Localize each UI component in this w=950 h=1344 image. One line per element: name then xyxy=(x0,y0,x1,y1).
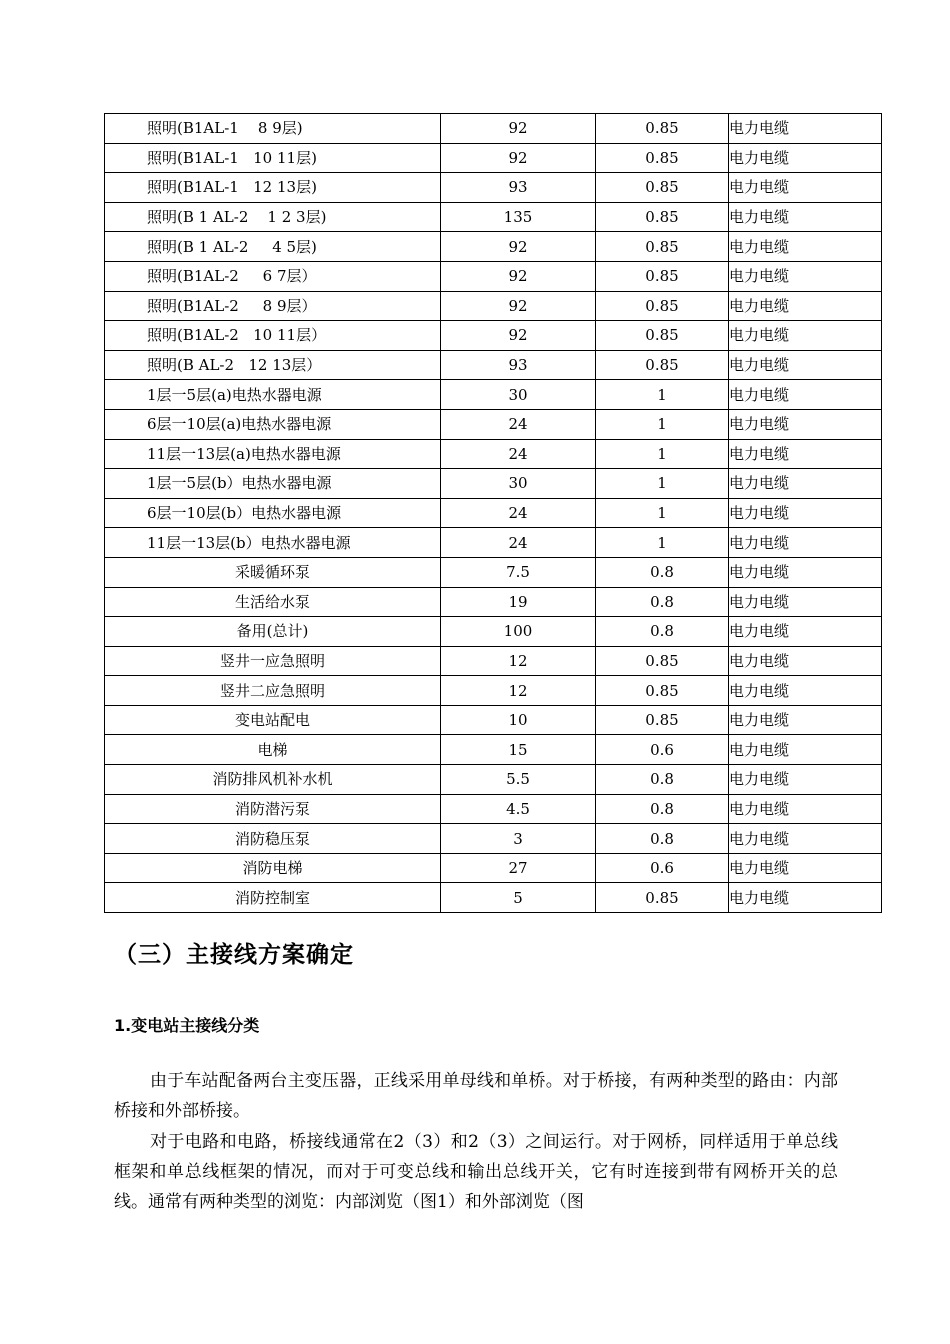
load-name-cell: 消防控制室 xyxy=(105,883,441,913)
power-factor-cell: 0.85 xyxy=(596,143,729,173)
power-factor-cell: 1 xyxy=(596,469,729,499)
load-name-cell: 1层一5层(a)电热水器电源 xyxy=(105,380,441,410)
table-row xyxy=(105,617,882,647)
cable-type-cell: 电力电缆 xyxy=(729,765,882,795)
power-cell: 24 xyxy=(441,528,596,558)
load-name-cell: 备用(总计) xyxy=(105,617,441,647)
load-name-cell: 6层一10层(a)电热水器电源 xyxy=(105,409,441,439)
table-row xyxy=(105,261,882,291)
cable-type-cell: 电力电缆 xyxy=(729,883,882,913)
load-name-cell: 消防稳压泵 xyxy=(105,824,441,854)
cable-type-cell: 电力电缆 xyxy=(729,557,882,587)
load-name-cell: 11层一13层(a)电热水器电源 xyxy=(105,439,441,469)
power-factor-cell: 1 xyxy=(596,439,729,469)
table-row xyxy=(105,114,882,144)
power-factor-cell: 0.85 xyxy=(596,646,729,676)
power-cell: 92 xyxy=(441,291,596,321)
load-name-cell: 照明(B 1 AL-2 4 5层) xyxy=(105,232,441,262)
cable-type-cell: 电力电缆 xyxy=(729,646,882,676)
power-factor-cell: 0.85 xyxy=(596,114,729,144)
table-row xyxy=(105,202,882,232)
cable-type-cell: 电力电缆 xyxy=(729,824,882,854)
section-heading: （三）主接线方案确定 xyxy=(114,942,354,968)
power-factor-cell: 0.8 xyxy=(596,824,729,854)
load-name-cell: 电梯 xyxy=(105,735,441,765)
load-name-cell: 竖井二应急照明 xyxy=(105,676,441,706)
table-row xyxy=(105,143,882,173)
cable-type-cell: 电力电缆 xyxy=(729,321,882,351)
table-row xyxy=(105,232,882,262)
power-cell: 24 xyxy=(441,409,596,439)
power-cell: 12 xyxy=(441,676,596,706)
power-cell: 92 xyxy=(441,261,596,291)
cable-type-cell: 电力电缆 xyxy=(729,173,882,203)
power-factor-cell: 1 xyxy=(596,528,729,558)
table-row xyxy=(105,557,882,587)
power-cell: 24 xyxy=(441,498,596,528)
power-factor-cell: 1 xyxy=(596,498,729,528)
cable-type-cell: 电力电缆 xyxy=(729,528,882,558)
subsection-heading: 1.变电站主接线分类 xyxy=(114,1016,260,1035)
power-factor-cell: 1 xyxy=(596,380,729,410)
power-cell: 92 xyxy=(441,321,596,351)
power-cell: 10 xyxy=(441,705,596,735)
power-factor-cell: 0.8 xyxy=(596,765,729,795)
power-factor-cell: 0.85 xyxy=(596,261,729,291)
load-name-cell: 1层一5层(b）电热水器电源 xyxy=(105,469,441,499)
power-cell: 7.5 xyxy=(441,557,596,587)
cable-type-cell: 电力电缆 xyxy=(729,735,882,765)
table-row xyxy=(105,439,882,469)
table-row xyxy=(105,883,882,913)
cable-type-cell: 电力电缆 xyxy=(729,676,882,706)
power-factor-cell: 1 xyxy=(596,409,729,439)
power-factor-cell: 0.85 xyxy=(596,232,729,262)
load-name-cell: 竖井一应急照明 xyxy=(105,646,441,676)
cable-type-cell: 电力电缆 xyxy=(729,439,882,469)
load-name-cell: 采暖循环泵 xyxy=(105,557,441,587)
load-name-cell: 11层一13层(b）电热水器电源 xyxy=(105,528,441,558)
load-name-cell: 6层一10层(b）电热水器电源 xyxy=(105,498,441,528)
paragraph: 由于车站配备两台主变压器，正线采用单母线和单桥。对于桥接，有两种类型的路由：内部桥接和外部桥接。 xyxy=(114,1071,838,1121)
power-factor-cell: 0.6 xyxy=(596,735,729,765)
cable-type-cell: 电力电缆 xyxy=(729,705,882,735)
load-name-cell: 照明(B1AL-2 8 9层） xyxy=(105,291,441,321)
cable-type-cell: 电力电缆 xyxy=(729,409,882,439)
cable-type-cell: 电力电缆 xyxy=(729,380,882,410)
load-name-cell: 照明(B AL-2 12 13层） xyxy=(105,350,441,380)
power-cell: 24 xyxy=(441,439,596,469)
table-row xyxy=(105,321,882,351)
table-row xyxy=(105,528,882,558)
power-cell: 30 xyxy=(441,469,596,499)
load-name-cell: 消防排风机补水机 xyxy=(105,765,441,795)
power-cell: 27 xyxy=(441,853,596,883)
cable-type-cell: 电力电缆 xyxy=(729,469,882,499)
power-cell: 4.5 xyxy=(441,794,596,824)
power-factor-cell: 0.8 xyxy=(596,794,729,824)
load-name-cell: 消防电梯 xyxy=(105,853,441,883)
table-row xyxy=(105,291,882,321)
cable-type-cell: 电力电缆 xyxy=(729,232,882,262)
table-row xyxy=(105,350,882,380)
cable-type-cell: 电力电缆 xyxy=(729,114,882,144)
cable-type-cell: 电力电缆 xyxy=(729,853,882,883)
paragraph: 对于电路和电路，桥接线通常在2（3）和2（3）之间运行。对于网桥，同样适用于单总线框架和单总线框架的情况，而对于可变总线和输出总线开关，它有时连接到带有网桥开关的总线。通常有两种类型的浏览：内部浏览（图1）和外部浏览（图 xyxy=(114,1132,838,1212)
table-row xyxy=(105,765,882,795)
power-factor-cell: 0.85 xyxy=(596,173,729,203)
load-name-cell: 消防潜污泵 xyxy=(105,794,441,824)
power-factor-cell: 0.85 xyxy=(596,705,729,735)
power-cell: 92 xyxy=(441,114,596,144)
table-row xyxy=(105,705,882,735)
load-name-cell: 照明(B1AL-2 10 11层） xyxy=(105,321,441,351)
load-name-cell: 照明(B1AL-1 8 9层) xyxy=(105,114,441,144)
table-row xyxy=(105,735,882,765)
load-name-cell: 变电站配电 xyxy=(105,705,441,735)
table-row xyxy=(105,676,882,706)
cable-type-cell: 电力电缆 xyxy=(729,350,882,380)
cable-type-cell: 电力电缆 xyxy=(729,202,882,232)
table-row xyxy=(105,587,882,617)
load-name-cell: 照明(B1AL-2 6 7层） xyxy=(105,261,441,291)
load-name-cell: 照明(B 1 AL-2 1 2 3层) xyxy=(105,202,441,232)
load-name-cell: 照明(B1AL-1 10 11层) xyxy=(105,143,441,173)
power-factor-cell: 0.85 xyxy=(596,676,729,706)
power-cell: 92 xyxy=(441,143,596,173)
cable-type-cell: 电力电缆 xyxy=(729,617,882,647)
power-factor-cell: 0.8 xyxy=(596,557,729,587)
cable-type-cell: 电力电缆 xyxy=(729,143,882,173)
table-row xyxy=(105,173,882,203)
power-cell: 92 xyxy=(441,232,596,262)
power-cell: 3 xyxy=(441,824,596,854)
cable-type-cell: 电力电缆 xyxy=(729,291,882,321)
power-cell: 100 xyxy=(441,617,596,647)
power-cell: 5 xyxy=(441,883,596,913)
load-table xyxy=(104,113,882,913)
cable-type-cell: 电力电缆 xyxy=(729,794,882,824)
power-cell: 135 xyxy=(441,202,596,232)
power-cell: 30 xyxy=(441,380,596,410)
power-cell: 93 xyxy=(441,350,596,380)
power-factor-cell: 0.85 xyxy=(596,202,729,232)
cable-type-cell: 电力电缆 xyxy=(729,498,882,528)
power-cell: 19 xyxy=(441,587,596,617)
load-table-body xyxy=(105,114,882,913)
load-name-cell: 生活给水泵 xyxy=(105,587,441,617)
cable-type-cell: 电力电缆 xyxy=(729,587,882,617)
power-cell: 12 xyxy=(441,646,596,676)
power-cell: 15 xyxy=(441,735,596,765)
power-factor-cell: 0.6 xyxy=(596,853,729,883)
power-factor-cell: 0.8 xyxy=(596,587,729,617)
power-cell: 5.5 xyxy=(441,765,596,795)
power-cell: 93 xyxy=(441,173,596,203)
table-row xyxy=(105,498,882,528)
table-row xyxy=(105,380,882,410)
table-row xyxy=(105,646,882,676)
power-factor-cell: 0.85 xyxy=(596,321,729,351)
table-row xyxy=(105,853,882,883)
table-row xyxy=(105,469,882,499)
power-factor-cell: 0.85 xyxy=(596,291,729,321)
power-factor-cell: 0.8 xyxy=(596,617,729,647)
table-row xyxy=(105,794,882,824)
cable-type-cell: 电力电缆 xyxy=(729,261,882,291)
table-row xyxy=(105,409,882,439)
table-row xyxy=(105,824,882,854)
power-factor-cell: 0.85 xyxy=(596,350,729,380)
load-name-cell: 照明(B1AL-1 12 13层) xyxy=(105,173,441,203)
power-factor-cell: 0.85 xyxy=(596,883,729,913)
